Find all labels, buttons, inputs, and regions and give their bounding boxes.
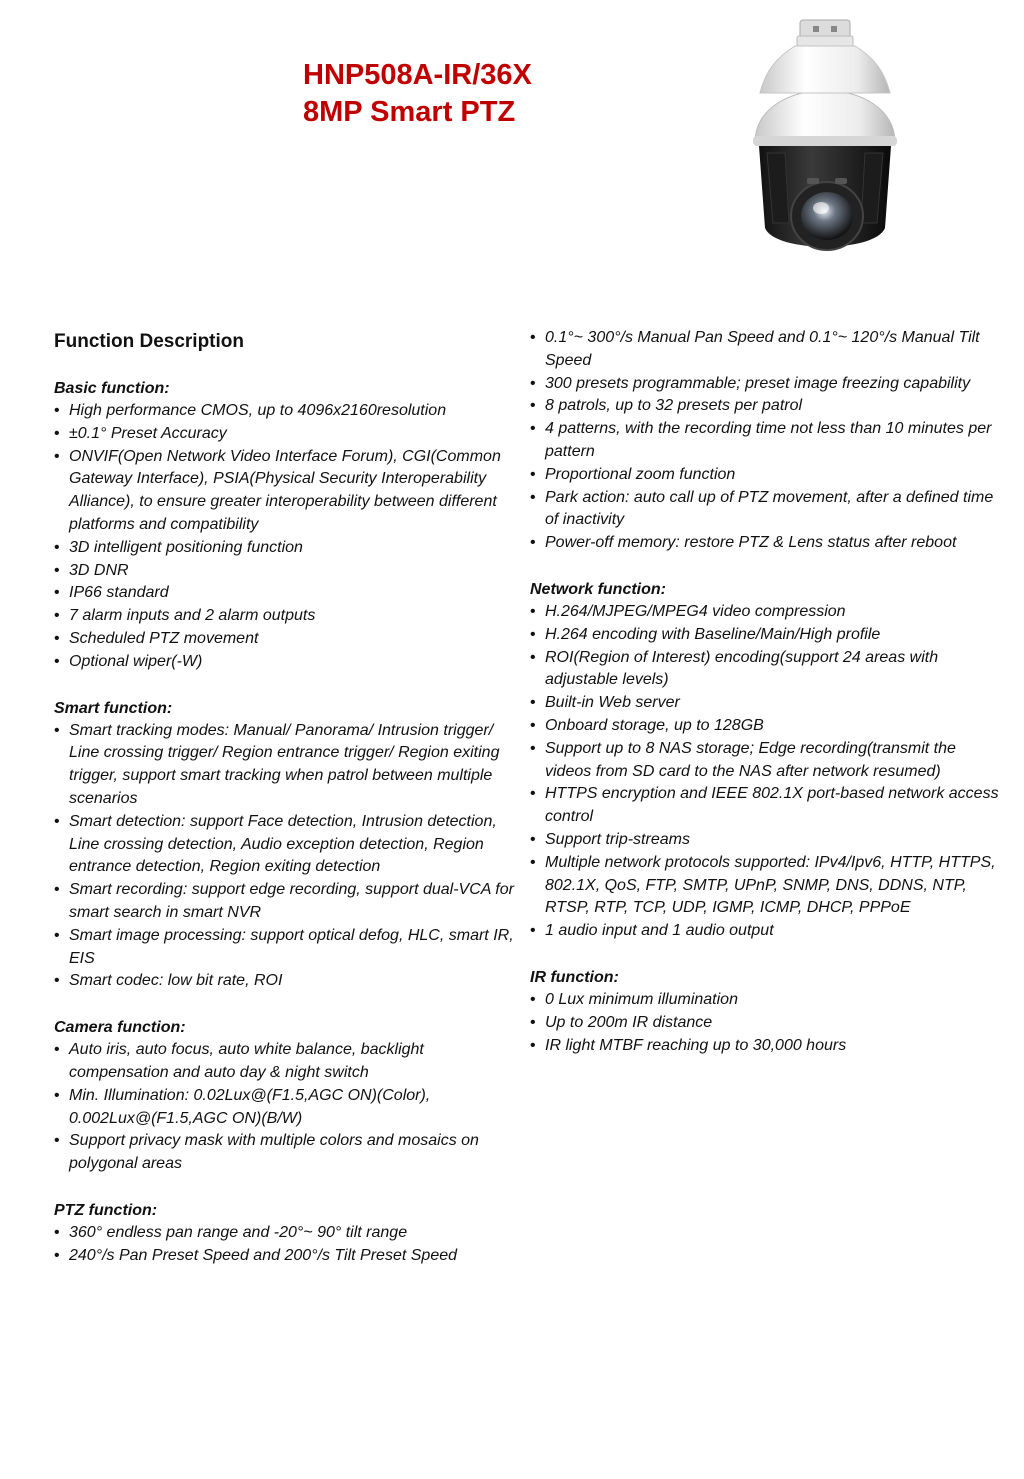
list-item: • Smart image processing: support optical defog, HLC, smart IR, EIS <box>54 925 524 971</box>
list-item: • IR light MTBF reaching up to 30,000 hours <box>530 1035 1000 1058</box>
list-item: • High performance CMOS, up to 4096x2160resolution <box>54 400 524 423</box>
list-item: • Smart recording: support edge recording, support dual-VCA for smart search in smart NVR <box>54 879 524 925</box>
basic-function-label: Basic function: <box>54 380 170 397</box>
list-item: • 7 alarm inputs and 2 alarm outputs <box>54 605 524 628</box>
list-item: • Scheduled PTZ movement <box>54 628 524 651</box>
list-item: • Up to 200m IR distance <box>530 1012 1000 1035</box>
list-item: • 300 presets programmable; preset image freezing capability <box>530 373 1000 396</box>
list-item: • IP66 standard <box>54 582 524 605</box>
network-function-label: Network function: <box>530 580 666 598</box>
ir-function-list <box>530 989 1000 1057</box>
ir-function-group <box>530 966 1000 1057</box>
list-item: • Smart tracking modes: Manual/ Panorama/ Intrusion trigger/ Line crossing trigger/ Region entrance trigger/ Region exiting trigger, support smart tracking when patrol between multiple scenarios <box>54 720 524 811</box>
list-item: • Min. Illumination: 0.02Lux@(F1.5,AGC ON)(Color), 0.002Lux@(F1.5,AGC ON)(B/W) <box>54 1085 524 1131</box>
list-item: • Park action: auto call up of PTZ movement, after a defined time of inactivity <box>530 487 1000 533</box>
list-item: • 3D intelligent positioning function <box>54 537 524 560</box>
network-function-group <box>530 578 1000 943</box>
list-item: • HTTPS encryption and IEEE 802.1X port-based network access control <box>530 783 1000 829</box>
ptz-function-group <box>54 1199 524 1268</box>
basic-function-group <box>54 377 524 674</box>
product-title <box>303 57 532 131</box>
list-item: • Smart detection: support Face detection, Intrusion detection, Line crossing detection, Audio exception detection, Region entrance detection, Region exiting detection <box>54 811 524 879</box>
list-item: • Support trip-streams <box>530 829 1000 852</box>
list-item: • 1 audio input and 1 audio output <box>530 920 1000 943</box>
list-item: • 0.1°~ 300°/s Manual Pan Speed and 0.1°~ 120°/s Manual Tilt Speed <box>530 327 1000 373</box>
list-item: • 360° endless pan range and -20°~ 90° tilt range <box>54 1222 524 1245</box>
network-function-list <box>530 601 1000 943</box>
model-name: HNP508A-IR/36X <box>303 59 532 91</box>
smart-function-list <box>54 720 524 994</box>
list-item: • Smart codec: low bit rate, ROI <box>54 970 524 993</box>
ptz-dome-camera-icon <box>745 18 915 268</box>
ptz-function-list-part1 <box>54 1222 524 1268</box>
ir-function-label: IR function: <box>530 968 619 986</box>
list-item: • H.264 encoding with Baseline/Main/High profile <box>530 624 1000 647</box>
ptz-function-list-part2 <box>530 327 1000 555</box>
list-item: • Auto iris, auto focus, auto white balance, backlight compensation and auto day & night switch <box>54 1039 524 1085</box>
list-item: • ONVIF(Open Network Video Interface Forum), CGI(Common Gateway Interface), PSIA(Physical Security Interoperability Alliance), to ensure greater interoperability between different platforms and compatibility <box>54 446 524 537</box>
list-item: • Optional wiper(-W) <box>54 651 524 674</box>
list-item: • 4 patterns, with the recording time not less than 10 minutes per pattern <box>530 418 1000 464</box>
camera-function-group <box>54 1016 524 1176</box>
right-column <box>530 327 1000 1080</box>
list-item: • Proportional zoom function <box>530 464 1000 487</box>
list-item: • 240°/s Pan Preset Speed and 200°/s Tilt Preset Speed <box>54 1245 524 1268</box>
camera-function-label: Camera function: <box>54 1019 186 1037</box>
list-item: • Power-off memory: restore PTZ & Lens status after reboot <box>530 532 1000 555</box>
product-subtitle: 8MP Smart PTZ <box>303 96 516 128</box>
camera-function-list <box>54 1039 524 1176</box>
basic-function-list <box>54 400 524 674</box>
list-item: • Multiple network protocols supported: IPv4/Ipv6, HTTP, HTTPS, 802.1X, QoS, FTP, SMTP, UPnP, SNMP, DNS, DDNS, NTP, RTSP, RTP, TCP, UDP, IGMP, ICMP, DHCP, PPPoE <box>530 852 1000 920</box>
ptz-function-label: PTZ function: <box>54 1201 158 1219</box>
list-item: • Support privacy mask with multiple colors and mosaics on polygonal areas <box>54 1130 524 1176</box>
list-item: • ±0.1° Preset Accuracy <box>54 423 524 446</box>
list-item: • Built-in Web server <box>530 692 1000 715</box>
smart-function-group <box>54 697 524 994</box>
list-item: • ROI(Region of Interest) encoding(support 24 areas with adjustable levels) <box>530 647 1000 693</box>
smart-function-label: Smart function: <box>54 699 173 717</box>
section-heading: Function Description <box>54 331 244 352</box>
left-column <box>54 330 524 1291</box>
list-item: • Support up to 8 NAS storage; Edge recording(transmit the videos from SD card to the NAS after network resumed) <box>530 738 1000 784</box>
list-item: • 0 Lux minimum illumination <box>530 989 1000 1012</box>
list-item: • 8 patrols, up to 32 presets per patrol <box>530 395 1000 418</box>
list-item: • H.264/MJPEG/MPEG4 video compression <box>530 601 1000 624</box>
list-item: • Onboard storage, up to 128GB <box>530 715 1000 738</box>
list-item: • 3D DNR <box>54 560 524 583</box>
